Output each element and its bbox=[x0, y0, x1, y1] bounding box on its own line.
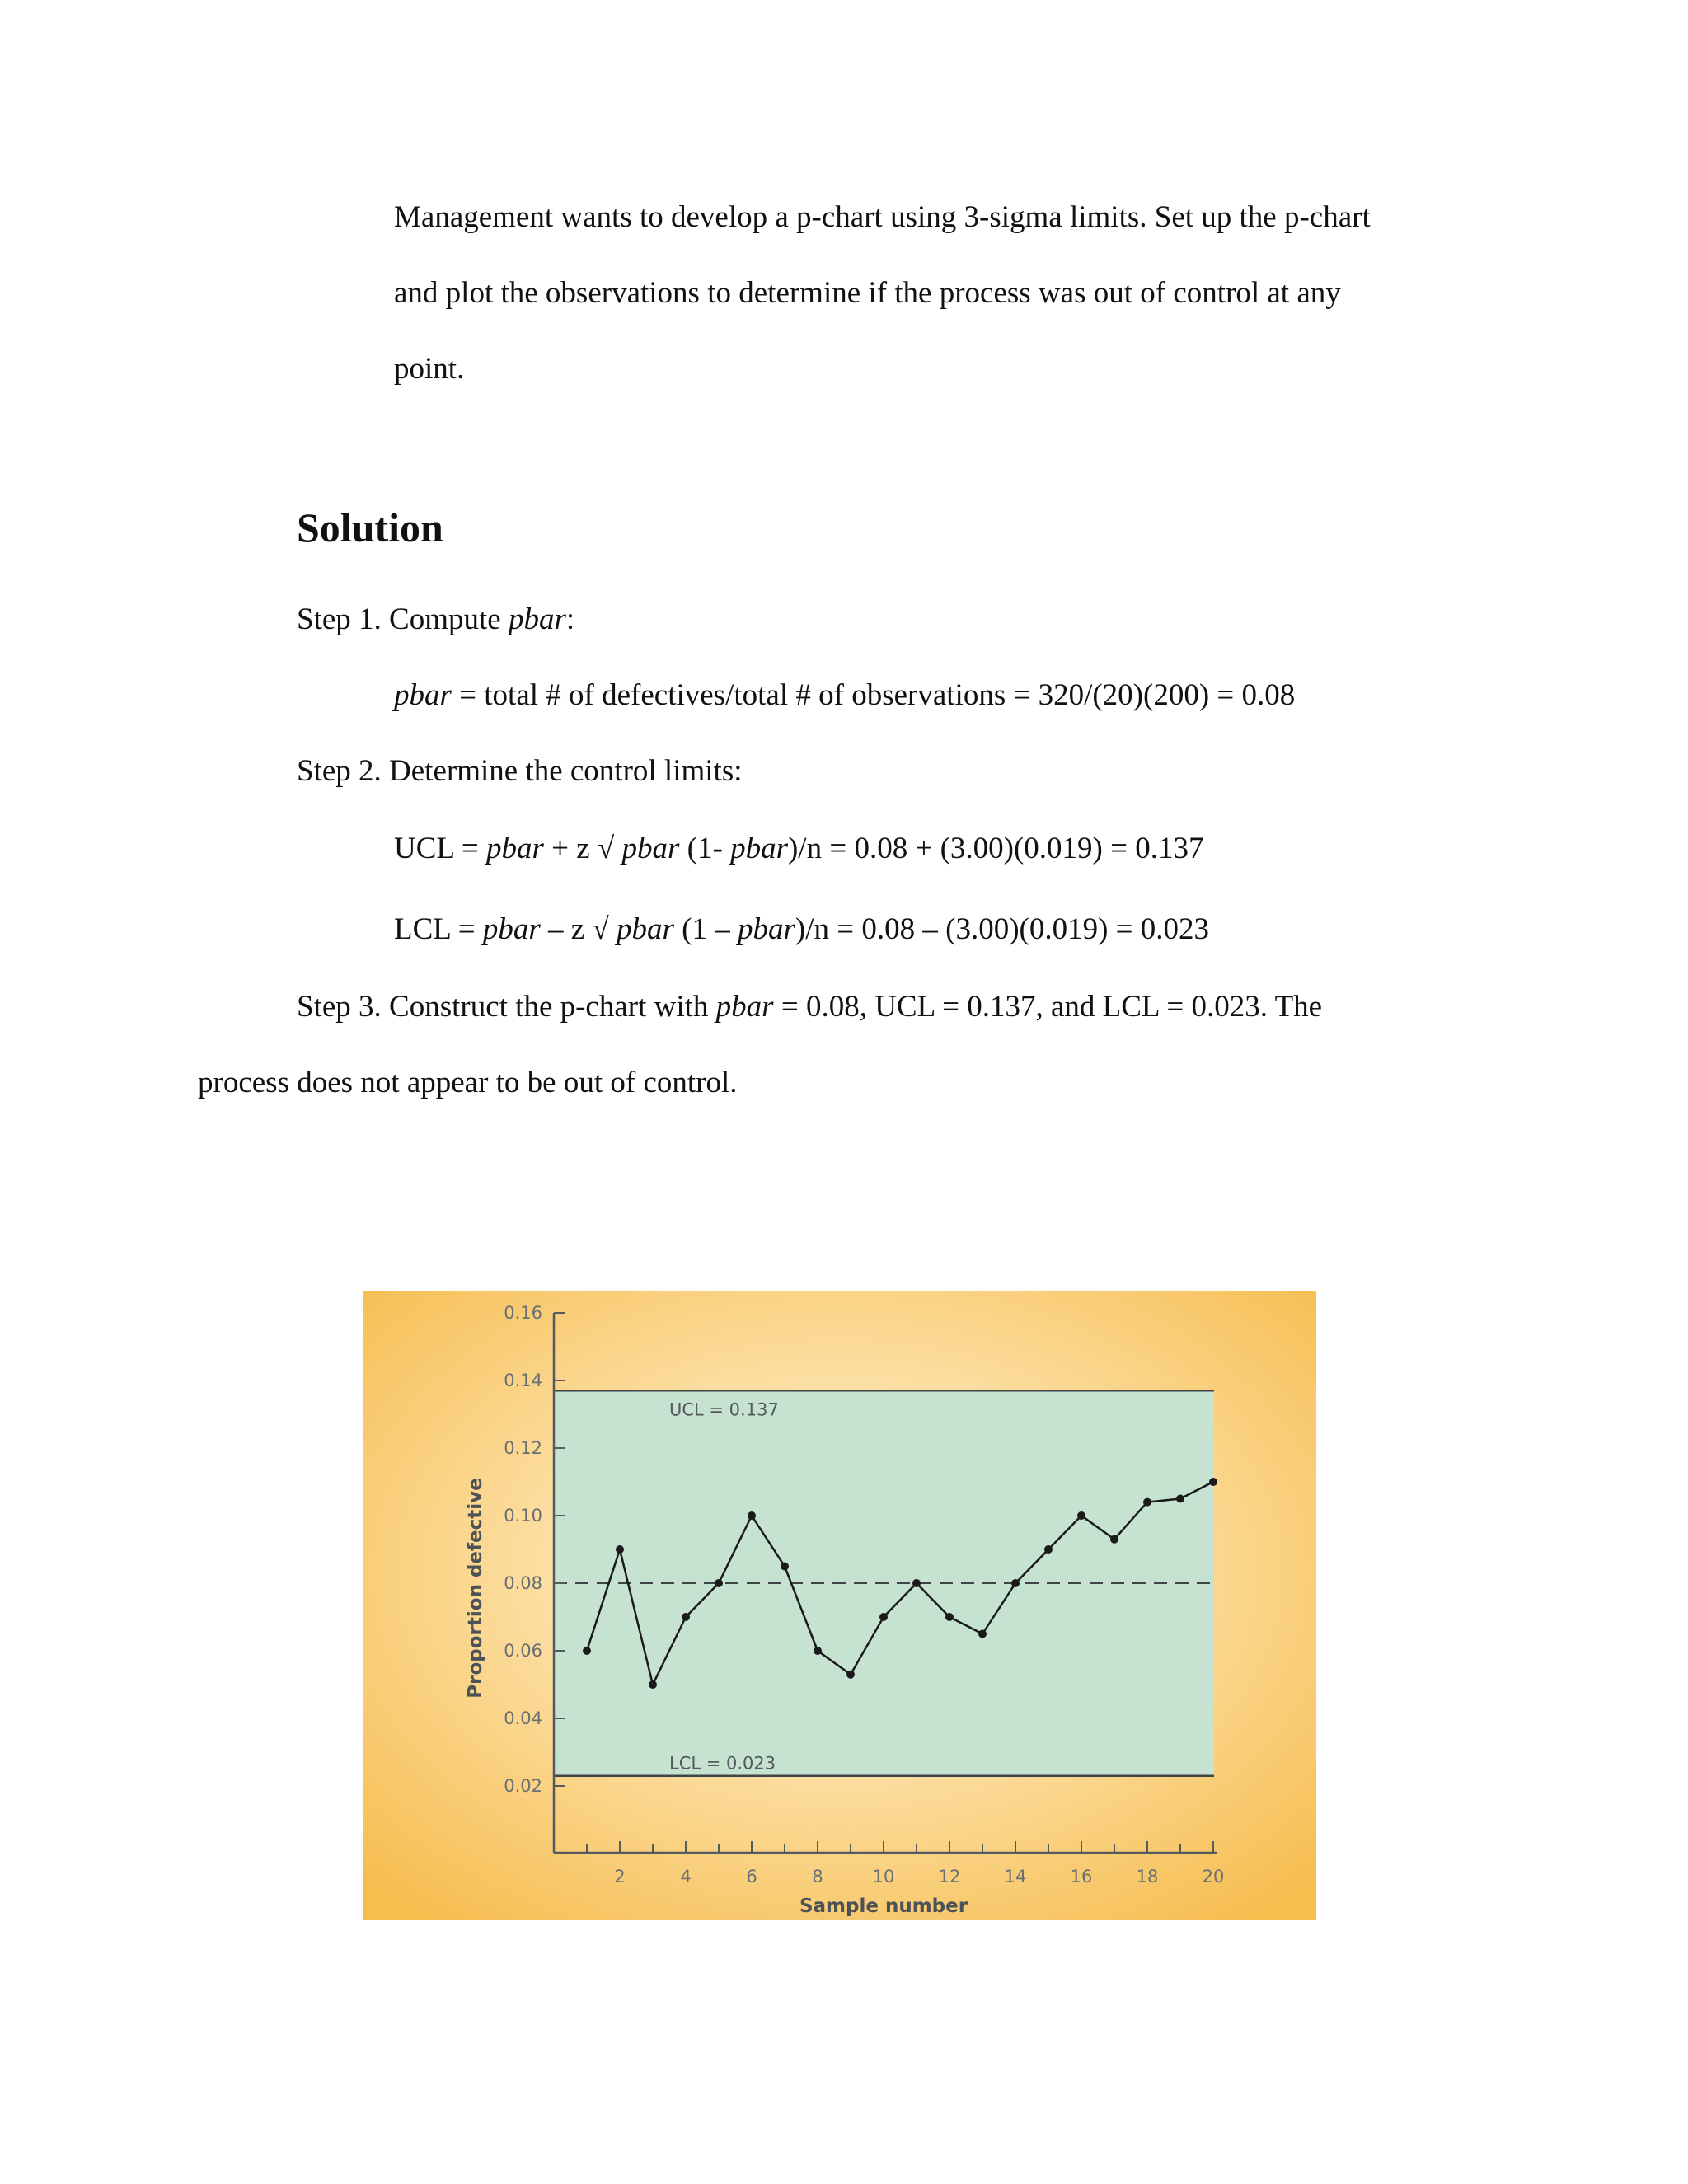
p-chart bbox=[363, 1291, 1316, 1920]
x-tick-label: 2 bbox=[614, 1867, 626, 1886]
x-tick-label: 20 bbox=[1202, 1867, 1225, 1886]
pbar-term: pbar bbox=[394, 678, 452, 712]
data-point bbox=[1110, 1535, 1118, 1544]
data-point bbox=[1044, 1545, 1053, 1554]
data-point bbox=[748, 1511, 756, 1520]
lcl-part-g: )/n = 0.08 – (3.00)(0.019) = 0.023 bbox=[795, 912, 1210, 946]
ucl-part-c: + z √ bbox=[543, 832, 622, 865]
step1-prefix: Step 1. Compute bbox=[297, 602, 509, 636]
x-tick-label: 12 bbox=[938, 1867, 961, 1886]
data-point bbox=[616, 1545, 624, 1554]
ucl-part-f: pbar bbox=[730, 832, 788, 865]
x-tick-label: 18 bbox=[1136, 1867, 1159, 1886]
pbar-formula-rest: = total # of defectives/total # of observations = 320/(20)(200) = 0.08 bbox=[451, 678, 1296, 712]
data-point bbox=[1011, 1579, 1020, 1587]
data-point bbox=[978, 1630, 987, 1638]
data-point bbox=[879, 1613, 888, 1621]
lcl-formula bbox=[394, 912, 1209, 948]
y-tick-label: 0.06 bbox=[504, 1641, 542, 1661]
x-tick-label: 8 bbox=[812, 1867, 823, 1886]
x-tick-label: 14 bbox=[1004, 1867, 1027, 1886]
y-tick-label: 0.04 bbox=[504, 1708, 542, 1728]
x-tick-label: 4 bbox=[680, 1867, 692, 1886]
data-point bbox=[912, 1579, 921, 1587]
step3-text bbox=[297, 989, 1322, 1025]
y-tick-label: 0.12 bbox=[504, 1438, 542, 1458]
data-point bbox=[1143, 1498, 1151, 1507]
lcl-part-f: pbar bbox=[738, 912, 795, 946]
step3-continuation: process does not appear to be out of control. bbox=[198, 1066, 738, 1099]
lcl-part-a: LCL = bbox=[394, 912, 483, 946]
p-chart-figure bbox=[363, 1291, 1316, 1920]
step1-text bbox=[297, 602, 574, 638]
ucl-part-a: UCL = bbox=[394, 832, 486, 865]
data-point bbox=[945, 1613, 954, 1621]
x-tick-label: 16 bbox=[1070, 1867, 1093, 1886]
step3-prefix: Step 3. Construct the p-chart with bbox=[297, 990, 716, 1024]
lcl-part-e: (1 – bbox=[673, 912, 738, 946]
ucl-part-e: (1- bbox=[679, 832, 731, 865]
y-tick-label: 0.08 bbox=[504, 1573, 542, 1593]
data-point bbox=[814, 1647, 822, 1655]
ucl-part-b: pbar bbox=[486, 832, 544, 865]
data-point bbox=[682, 1613, 690, 1621]
step3-term: pbar bbox=[715, 990, 774, 1024]
step1-term: pbar bbox=[508, 602, 566, 636]
data-point bbox=[781, 1563, 789, 1571]
ucl-part-g: )/n = 0.08 + (3.00)(0.019) = 0.137 bbox=[787, 832, 1204, 865]
step2-text: Step 2. Determine the control limits: bbox=[297, 754, 743, 788]
data-point bbox=[846, 1671, 855, 1679]
problem-line-3: point. bbox=[394, 352, 465, 386]
problem-line-2: and plot the observations to determine if the process was out of control at any bbox=[394, 276, 1341, 310]
x-axis-title: Sample number bbox=[799, 1896, 968, 1917]
lcl-part-c: – z √ bbox=[540, 912, 617, 946]
x-tick-label: 6 bbox=[746, 1867, 757, 1886]
pbar-formula bbox=[394, 677, 1295, 714]
data-point bbox=[715, 1579, 723, 1587]
y-axis-title: Proportion defective bbox=[465, 1478, 486, 1699]
y-tick-label: 0.16 bbox=[504, 1303, 542, 1323]
problem-line-1: Management wants to develop a p-chart using 3-sigma limits. Set up the p-chart bbox=[394, 200, 1371, 234]
data-point bbox=[1176, 1495, 1184, 1503]
y-tick-label: 0.14 bbox=[504, 1371, 542, 1390]
step1-suffix: : bbox=[565, 602, 575, 636]
data-point bbox=[583, 1647, 591, 1655]
ucl-part-d: pbar bbox=[621, 832, 680, 865]
y-tick-label: 0.02 bbox=[504, 1776, 542, 1796]
solution-heading: Solution bbox=[297, 504, 443, 551]
lcl-label: LCL = 0.023 bbox=[669, 1753, 776, 1774]
lcl-part-d: pbar bbox=[617, 912, 674, 946]
ucl-formula bbox=[394, 831, 1203, 867]
data-point bbox=[1209, 1478, 1217, 1486]
data-point bbox=[1077, 1511, 1085, 1520]
lcl-part-b: pbar bbox=[482, 912, 541, 946]
y-tick-label: 0.10 bbox=[504, 1506, 542, 1526]
x-tick-label: 10 bbox=[872, 1867, 895, 1886]
ucl-label: UCL = 0.137 bbox=[669, 1399, 779, 1420]
data-point bbox=[649, 1680, 657, 1689]
step3-suffix: = 0.08, UCL = 0.137, and LCL = 0.023. The bbox=[773, 990, 1323, 1024]
